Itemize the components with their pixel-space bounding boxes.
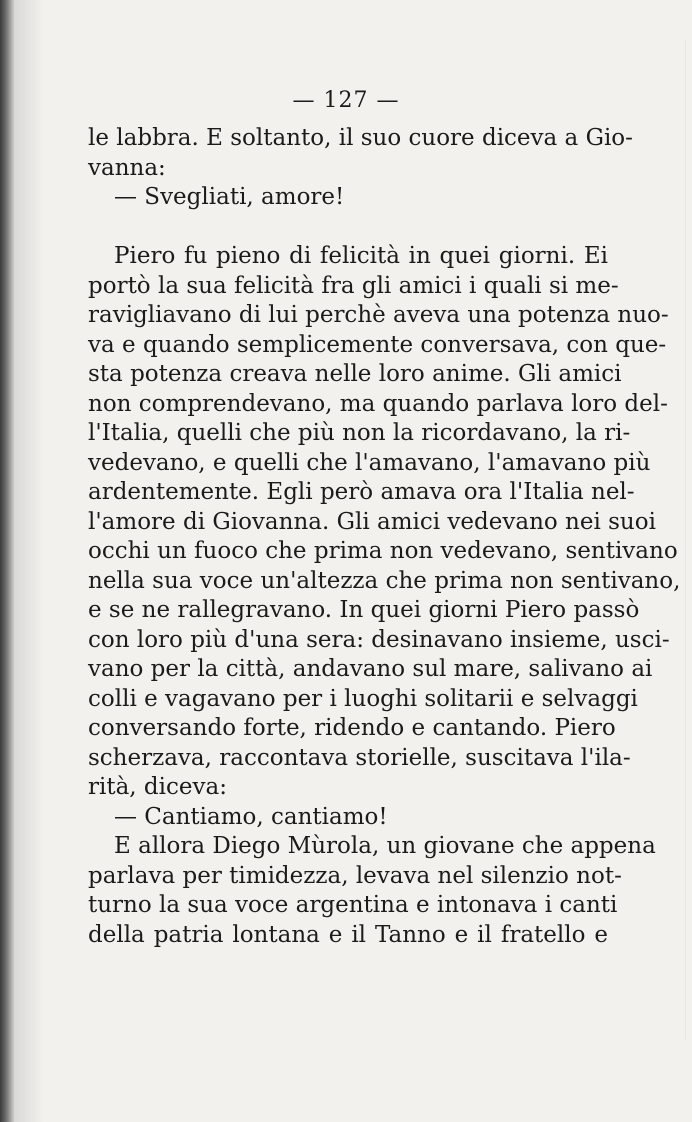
text-line: E allora Diego Mùrola, un giovane che appena [114,833,656,859]
text-line: e se ne rallegravano. In quei giorni Piero passò [88,597,640,623]
text-line: va e quando semplicemente conversava, con que- [88,331,667,358]
text-line: non comprendevano, ma quando parlava loro del- [88,390,668,417]
dialogue-line: — Cantiamo, cantiamo! [114,803,388,830]
text-line: vanna: [88,154,166,181]
text-line: ardentemente. Egli però amava ora l'Italia nel- [88,479,635,505]
text-line: portò la sua felicità fra gli amici i quali si me- [88,272,619,299]
text-line: della patria lontana e il Tanno e il fratello e [88,921,608,948]
text-line: conversando forte, ridendo e cantando. Piero [88,715,616,741]
text-line: occhi un fuoco che prima non vedevano, sentivano [88,538,678,564]
text-line: scherzava, raccontava storielle, suscitava l'ila- [88,744,631,771]
text-line: vano per la città, andavano sul mare, salivano ai [88,656,653,682]
paragraph-gap [88,213,608,243]
text-line: parlava per timidezza, levava nel silenzio not- [88,862,622,889]
text-line: turno la sua voce argentina e intonava i canti [88,892,618,918]
text-line: l'Italia, quelli che più non la ricordavano, la ri- [88,420,631,446]
text-line: le labbra. E soltanto, il suo cuore diceva a Gio- [88,125,633,151]
dialogue-line: — Svegliati, amore! [114,184,345,210]
text-line: vedevano, e quelli che l'amavano, l'amavano più [88,449,651,476]
text-line: con loro più d'una sera: desinavano insieme, usci- [88,626,670,653]
text-line: rità, diceva: [88,774,227,800]
book-binding-edge [0,0,14,1122]
gutter-shadow [14,0,44,1122]
page-number: — 127 — [292,88,400,113]
body-text [88,124,681,950]
text-line: l'amore di Giovanna. Gli amici vedevano nei suoi [88,508,656,535]
text-line: colli e vagavano per i luoghi solitarii e selvaggi [88,685,638,712]
text-line: nella sua voce un'altezza che prima non sentivano, [88,567,681,594]
text-line: Piero fu pieno di felicità in quei giorni. Ei [114,243,608,269]
text-line: ravigliavano di lui perchè aveva una potenza nuo- [88,302,669,328]
page-edge [685,40,686,1040]
text-line: sta potenza creava nelle loro anime. Gli amici [88,361,622,387]
